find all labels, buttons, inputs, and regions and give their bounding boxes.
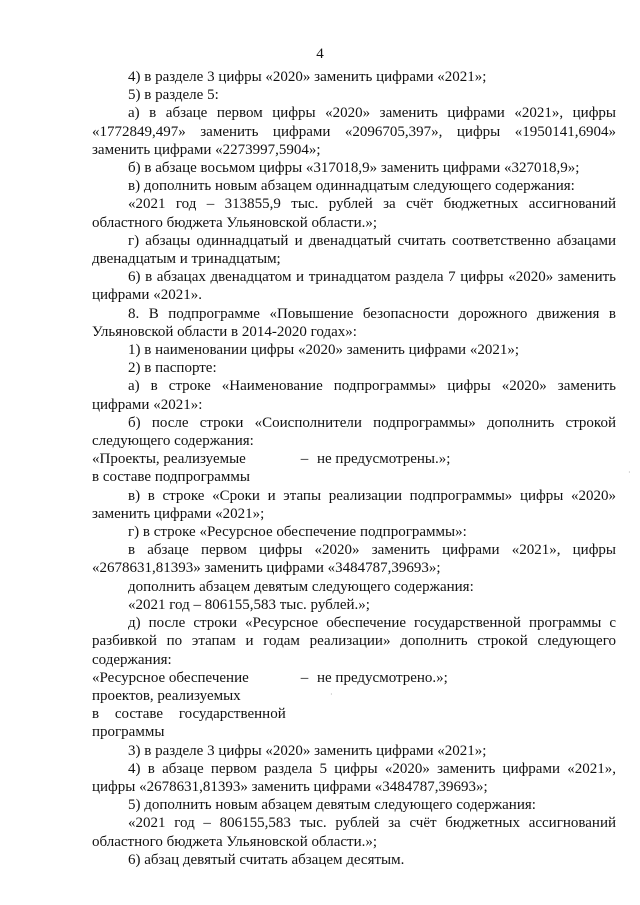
paragraph: д) после строки «Ресурсное обеспечение государственной программы с разбивкой по этапам и годам реализации» дополнить строкой следующего содержания: — [92, 615, 616, 668]
scan-speck: · — [628, 468, 631, 477]
paragraph: 2) в паспорте: — [128, 360, 217, 377]
paragraph: дополнить абзацем девятым следующего содержания: — [128, 578, 474, 595]
row-label-line: программы — [92, 724, 165, 741]
row-value: не предусмотрено.»; — [317, 669, 448, 686]
row-label-line: в составе государственной — [92, 706, 286, 723]
paragraph: 6) в абзацах двенадцатом и тринадцатом раздела 7 цифры «2020» заменить цифрами «2021». — [92, 269, 616, 304]
paragraph: «2021 год – 806155,583 тыс. рублей.»; — [128, 596, 370, 613]
paragraph: «2021 год – 313855,9 тыс. рублей за счёт бюджетных ассигнований областного бюджета Ульяновской области.»; — [92, 196, 616, 231]
row-label-line: «Проекты, реализуемые — [92, 451, 246, 468]
document-body — [92, 68, 616, 869]
paragraph: г) в строке «Ресурсное обеспечение подпрограммы»: — [128, 524, 467, 541]
paragraph: 4) в разделе 3 цифры «2020» заменить цифрами «2021»; — [128, 69, 487, 85]
paragraph: 1) в наименовании цифры «2020» заменить цифрами «2021»; — [128, 342, 519, 359]
row-label-line: в составе подпрограммы — [92, 469, 250, 486]
row-dash: – — [300, 451, 309, 468]
paragraph: г) абзацы одиннадцатый и двенадцатый считать соответственно абзацами двенадцатым и тринадцатым; — [92, 232, 616, 268]
row-dash: – — [300, 669, 309, 686]
paragraph: а) в абзаце первом цифры «2020» заменить цифрами «2021», цифры «1772849,497» заменить цифрами «2096705,397», цифры «1950141,6904» заменить цифрами «2273997,5904»; — [92, 105, 616, 158]
paragraph: 5) дополнить новым абзацем девятым следующего содержания: — [128, 797, 536, 814]
paragraph: а) в строке «Наименование подпрограммы» цифры «2020» заменить цифрами «2021»: — [92, 378, 616, 413]
inserted-row-projects — [92, 450, 616, 486]
scan-speck: · — [330, 690, 333, 699]
paragraph: 3) в разделе 3 цифры «2020» заменить цифрами «2021»; — [128, 742, 487, 759]
paragraph: «2021 год – 806155,583 тыс. рублей за счёт бюджетных ассигнований областного бюджета Ульяновской области.»; — [92, 815, 616, 850]
paragraph: б) в абзаце восьмом цифры «317018,9» заменить цифрами «327018,9»; — [128, 160, 580, 177]
row-label — [92, 669, 292, 742]
paragraph: 8. В подпрограмме «Повышение безопасности дорожного движения в Ульяновской области в 2014-2020 годах»: — [92, 305, 616, 340]
page-number: 4 — [316, 46, 324, 62]
row-value: не предусмотрены.»; — [317, 451, 451, 468]
row-label-line: проектов, реализуемых — [92, 687, 241, 704]
row-label — [92, 450, 292, 486]
paragraph: в) в строке «Сроки и этапы реализации подпрограммы» цифры «2020» заменить цифрами «2021»; — [92, 487, 616, 522]
paragraph: 4) в абзаце первом раздела 5 цифры «2020» заменить цифрами «2021», цифры «2678631,81393» заменить цифрами «3484787,39693»; — [92, 760, 616, 795]
paragraph: в абзаце первом цифры «2020» заменить цифрами «2021», цифры «2678631,81393» заменить цифрами «3484787,39693»; — [92, 542, 616, 577]
paragraph: 6) абзац девятый считать абзацем десятым. — [128, 851, 405, 868]
row-label-line: «Ресурсное обеспечение — [92, 669, 249, 686]
paragraph: в) дополнить новым абзацем одиннадцатым следующего содержания: — [128, 178, 575, 195]
inserted-row-resources — [92, 669, 616, 742]
paragraph: 5) в разделе 5: — [128, 87, 219, 104]
paragraph: б) после строки «Соисполнители подпрограммы» дополнить строкой следующего содержания: — [92, 414, 616, 450]
